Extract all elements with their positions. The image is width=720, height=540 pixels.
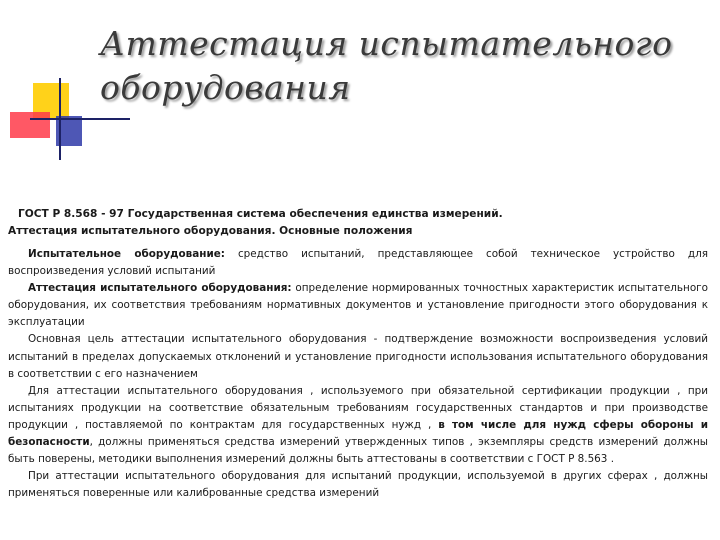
term-attestation: Аттестация испытательного оборудования: xyxy=(28,282,292,295)
definition-test-equipment: средство испытаний, представляющее собой техническое устройство для воспроизведения условий испытаний xyxy=(8,248,708,278)
mandatory-text-a: Для аттестации испытательного оборудования , используемого при обязательной сертификации продукции , при испытаниях продукции на соответствие обязательным требованиям государственных стандартов и при производстве продукции , поставляемой по контрактам для государственных нужд , xyxy=(8,384,708,431)
slide-body xyxy=(8,246,708,502)
slide-title-line2: оборудования xyxy=(100,68,351,107)
slide-title xyxy=(100,22,672,110)
paragraph-definition-attestation xyxy=(8,280,708,331)
standard-line1: ГОСТ Р 8.568 - 97 Государственная система обеспечения единства измерений. xyxy=(18,208,503,220)
slide-title-line1: Аттестация испытательного xyxy=(100,24,673,63)
other-spheres-text: При аттестации испытательного оборудования для испытаний продукции, используемой в других сферах , должны применяться поверенные или калиброванные средства измерений xyxy=(8,470,708,500)
paragraph-mandatory-certification xyxy=(8,383,708,468)
mandatory-defense-bold: в том числе для нужд сферы обороны и безопасности xyxy=(8,418,708,449)
definition-attestation: определение нормированных точностных характеристик испытательного оборудования, их соответствия требованиям нормативных документов и установление пригодности этого оборудования к эксплуатации xyxy=(8,282,708,329)
main-goal-text: Основная цель аттестации испытательного оборудования - подтверждение возможности воспроизведения условий испытаний в пределах допускаемых отклонений и установление пригодности использования испытательного оборудования в соответствии с его назначением xyxy=(8,333,708,380)
paragraph-other-spheres xyxy=(8,468,708,502)
decor-red-rectangle xyxy=(10,112,50,138)
term-test-equipment: Испытательное оборудование: xyxy=(28,248,225,260)
mandatory-text-b: , должны применяться средства измерений утвержденных типов , экземпляры средств измерений должны быть поверены, методики выполнения измерений должны быть аттестованы в соответствии с ГОСТ Р 8.563 . xyxy=(8,436,708,466)
paragraph-main-goal xyxy=(8,331,708,382)
standard-reference xyxy=(8,206,708,240)
decor-horizontal-line xyxy=(30,118,130,120)
standard-line2: Аттестация испытательного оборудования. Основные положения xyxy=(8,225,413,237)
paragraph-definition-equipment xyxy=(8,246,708,280)
